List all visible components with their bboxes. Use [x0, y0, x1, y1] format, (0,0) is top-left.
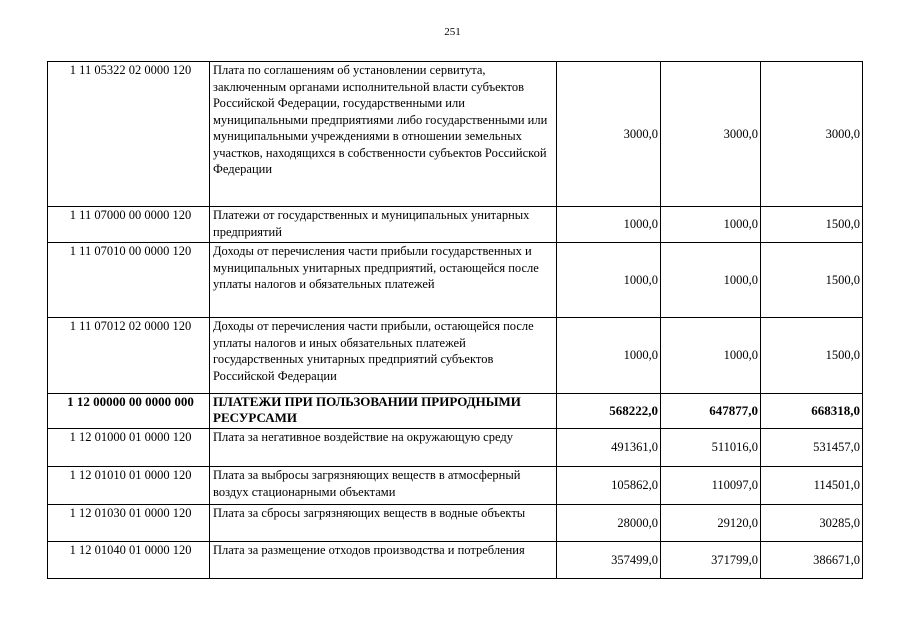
value-year-1-cell: 105862,0: [557, 467, 661, 505]
value-year-1-cell: 1000,0: [557, 318, 661, 394]
table-row: [48, 542, 863, 579]
budget-code-cell: 1 12 01000 01 0000 120: [48, 429, 210, 467]
value-year-1-cell: 568222,0: [557, 394, 661, 429]
value-year-1-cell: 1000,0: [557, 207, 661, 243]
item-name-cell: Плата за выбросы загрязняющих веществ в атмосферный воздух стационарными объектами: [210, 467, 557, 505]
table-row: [48, 62, 863, 207]
page-number: 251: [444, 26, 461, 38]
value-year-3-cell: 1500,0: [761, 207, 863, 243]
value-year-3-cell: 1500,0: [761, 243, 863, 318]
value-year-3-cell: 30285,0: [761, 505, 863, 542]
value-year-2-cell: 1000,0: [661, 318, 761, 394]
budget-code-cell: 1 12 01030 01 0000 120: [48, 505, 210, 542]
value-year-3-cell: 114501,0: [761, 467, 863, 505]
value-year-3-cell: 668318,0: [761, 394, 863, 429]
value-year-1-cell: 3000,0: [557, 62, 661, 207]
value-year-2-cell: 1000,0: [661, 207, 761, 243]
item-name-cell: ПЛАТЕЖИ ПРИ ПОЛЬЗОВАНИИ ПРИРОДНЫМИ РЕСУРСАМИ: [210, 394, 557, 429]
value-year-2-cell: 29120,0: [661, 505, 761, 542]
value-year-1-cell: 28000,0: [557, 505, 661, 542]
item-name-cell: Плата за сбросы загрязняющих веществ в водные объекты: [210, 505, 557, 542]
table-row: [48, 207, 863, 243]
table-row-section-total: [48, 394, 863, 429]
value-year-3-cell: 1500,0: [761, 318, 863, 394]
table-row: [48, 429, 863, 467]
value-year-2-cell: 110097,0: [661, 467, 761, 505]
table-row: [48, 243, 863, 318]
value-year-3-cell: 386671,0: [761, 542, 863, 579]
value-year-2-cell: 511016,0: [661, 429, 761, 467]
table-row: [48, 467, 863, 505]
item-name-cell: Плата за размещение отходов производства и потребления: [210, 542, 557, 579]
table-row: [48, 318, 863, 394]
budget-code-cell: 1 12 00000 00 0000 000: [48, 394, 210, 429]
item-name-cell: Доходы от перечисления части прибыли, остающейся после уплаты налогов и иных обязательных платежей государственных унитарных предприятий субъектов Российской Федерации: [210, 318, 557, 394]
budget-code-cell: 1 11 07010 00 0000 120: [48, 243, 210, 318]
value-year-1-cell: 357499,0: [557, 542, 661, 579]
budget-code-cell: 1 11 05322 02 0000 120: [48, 62, 210, 207]
value-year-2-cell: 647877,0: [661, 394, 761, 429]
item-name-cell: Плата по соглашениям об установлении сервитута, заключенным органами исполнительной власти субъектов Российской Федерации, государственными или муниципальными предприятиями либо государственными или муниципальными учреждениями в отношении земельных участков, находящихся в собственности субъектов Российской Федерации: [210, 62, 557, 207]
value-year-1-cell: 491361,0: [557, 429, 661, 467]
item-name-cell: Платежи от государственных и муниципальных унитарных предприятий: [210, 207, 557, 243]
value-year-3-cell: 531457,0: [761, 429, 863, 467]
budget-code-cell: 1 11 07000 00 0000 120: [48, 207, 210, 243]
value-year-2-cell: 371799,0: [661, 542, 761, 579]
budget-code-cell: 1 12 01010 01 0000 120: [48, 467, 210, 505]
value-year-2-cell: 1000,0: [661, 243, 761, 318]
table-row: [48, 505, 863, 542]
value-year-1-cell: 1000,0: [557, 243, 661, 318]
revenue-table: [47, 61, 863, 579]
item-name-cell: Доходы от перечисления части прибыли государственных и муниципальных унитарных предприятий, остающейся после уплаты налогов и обязательных платежей: [210, 243, 557, 318]
budget-code-cell: 1 11 07012 02 0000 120: [48, 318, 210, 394]
value-year-3-cell: 3000,0: [761, 62, 863, 207]
budget-code-cell: 1 12 01040 01 0000 120: [48, 542, 210, 579]
item-name-cell: Плата за негативное воздействие на окружающую среду: [210, 429, 557, 467]
value-year-2-cell: 3000,0: [661, 62, 761, 207]
